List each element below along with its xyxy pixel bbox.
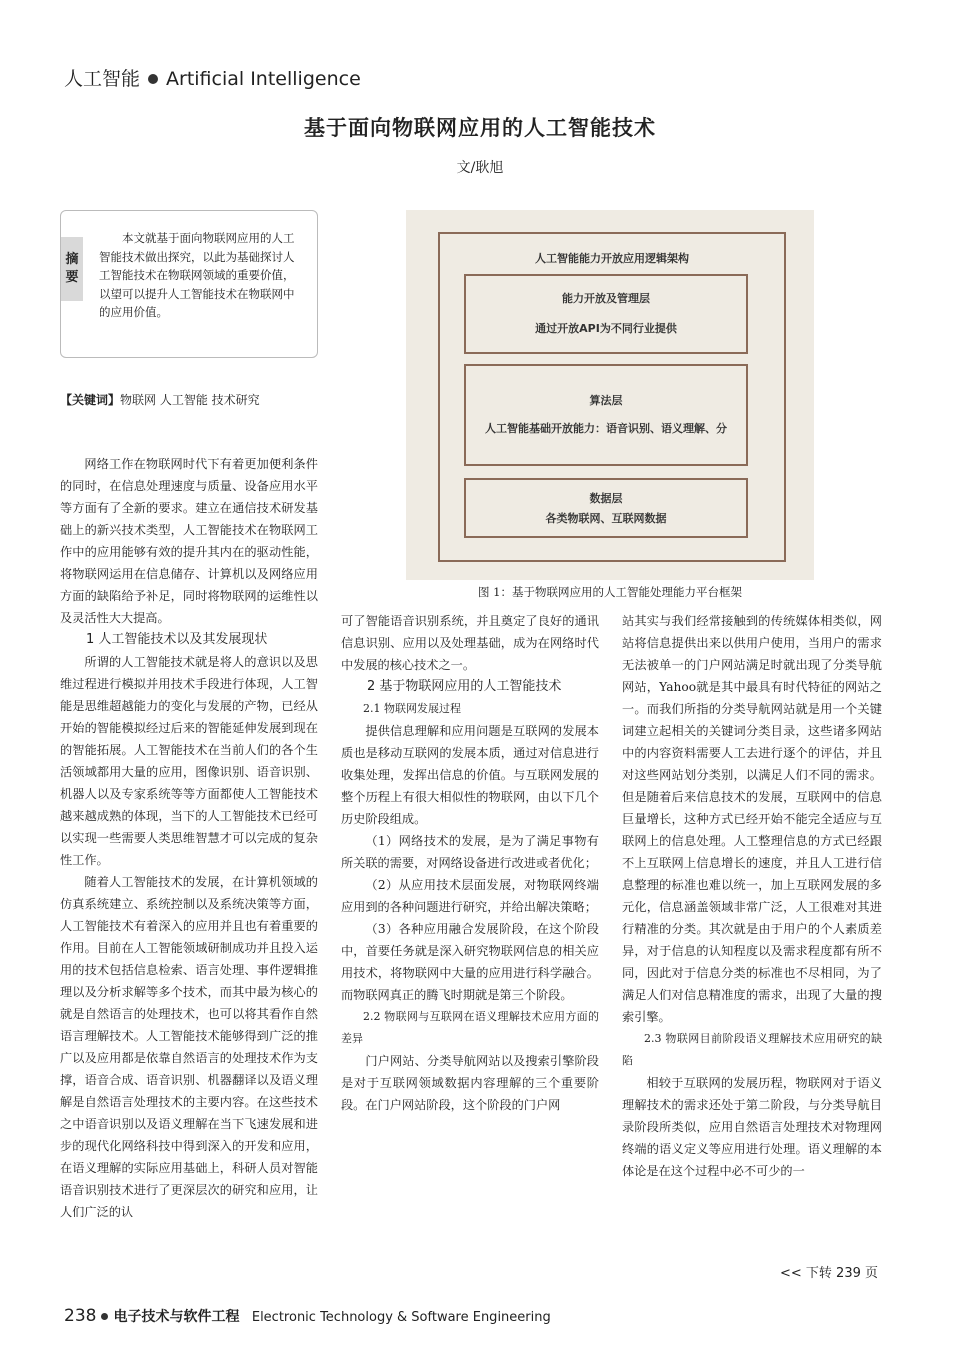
paragraph-2-continued: 可了智能语音识别系统，并且奠定了良好的通讯信息识别、应用以及处理基础，成为在网络时代中发展的核心技术之一。 — [341, 614, 599, 672]
abstract-tab — [61, 237, 83, 301]
layer-data-title: 数据层 — [589, 492, 623, 505]
paragraph-8: 相较于互联网的发展历程，物联网对于语义理解技术的需求还处于第二阶段，与分类导航目录阶段所类似，应用自然语言处理技术对物理网终端的语义定义等应用进行处理。语义理解的本体论是在这个过程中必不可少的一 — [622, 1076, 882, 1178]
paragraph-5: （2）从应用技术层面发展，对物联网终端应用到的各种问题进行研究，并给出解决策略； — [341, 878, 599, 914]
column-1 — [60, 453, 318, 1223]
layer-capability-title: 能力开放及管理层 — [562, 292, 650, 305]
abstract-box — [60, 210, 318, 358]
heading-section-1: 1 人工智能技术以及其发展现状 — [86, 632, 268, 647]
paragraph-7: 门户网站、分类导航网站以及搜索引擎阶段是对于互联网领域数据内容理解的三个重要阶段。在门户网站阶段，这个阶段的门户网 — [341, 1054, 599, 1112]
layer-data — [464, 478, 748, 538]
article-author: 文/耿旭 — [456, 160, 504, 176]
article-title: 基于面向物联网应用的人工智能技术 — [304, 116, 656, 140]
paragraph-4: （1）网络技术的发展，是为了满足事物有所关联的需要，对网络设备进行改进或者优化； — [341, 834, 599, 870]
abstract-text: 本文就基于面向物联网应用的人工智能技术做出探究，以此为基础探讨人工智能技术在物联网领域的重要价值，以望可以提升人工智能技术在物联网中的应用价值。 — [99, 231, 295, 320]
bullet-dot-icon — [148, 74, 158, 84]
paragraph-3: 提供信息理解和应用问题是互联网的发展本质也是移动互联网的发展本质，通过对信息进行收集处理，发挥出信息的价值。与互联网发展的整个历程上有很大相似性的物联网，由以下几个历史阶段组成。 — [341, 724, 599, 826]
layer-algorithm-desc: 人工智能基础开放能力：语音识别、语义理解、分 — [485, 422, 727, 435]
section-name-en: Artificial Intelligence — [166, 68, 361, 90]
figure-caption: 图 1：基于物联网应用的人工智能处理能力平台框架 — [478, 585, 742, 599]
journal-name-en: Electronic Technology & Software Engineering — [251, 1310, 551, 1325]
paragraph-7-continued: 站其实与我们经常接触到的传统媒体相类似，网站将信息提供出来以供用户使用，当用户的需求无法被单一的门户网站满足时就出现了分类导航网站，Yahoo就是其中最具有时代特征的网站之一。而我们所指的分类导航网站就是用一个关键词建立起相关的关键词分类目录，这些诸多网站中的内容资料需要人工去进行逐个的评估，并且对这些网站划分类别，以满足人们不同的需求。但是随着后来信息技术的发展，互联网中的信息巨量增长，这种方式已经开始不能完全适应与互联网上的信息处理。人工整理信息的方式已经跟不上互联网上信息增长的速度，并且人工进行信息整理的标准也难以统一，加上互联网发展的多元化，信息涵盖领域非常广泛，人工很难对其进行精准的分类。其次就是由于用户的个人素质差异，对于信息的认知程度以及需求程度都有所不同，因此对于信息分类的标准也不尽相同，为了满足人们对信息精准度的需求，出现了大量的搜索引擎。 — [622, 614, 882, 1024]
continued-on-note: << 下转 239 页 — [780, 1266, 878, 1281]
heading-section-2-3: 2.3 物联网目前阶段语义理解技术应用研究的缺陷 — [622, 1032, 882, 1067]
layer-capability-desc: 通过开放API为不同行业提供 — [535, 322, 677, 335]
keywords-text: 物联网 人工智能 技术研究 — [120, 393, 260, 407]
layer-capability — [464, 274, 748, 354]
figure-1 — [406, 210, 814, 580]
journal-name-cn: 电子技术与软件工程 — [113, 1309, 240, 1325]
layer-algorithm — [464, 364, 748, 466]
paragraph-intro: 网络工作在物联网时代下有着更加便利条件的同时，在信息处理速度与质量、设备应用水平等方面有了全新的要求。建立在通信技术研发基础上的新兴技术类型，人工智能技术在物联网工作中的应用能够有效的提升其内在的驱动性能，将物联网运用在信息储存、计算机以及网络应用方面的缺陷给予补足，同时将物联网的运维性以及灵活性大大提高。 — [60, 457, 318, 625]
heading-section-2-1: 2.1 物联网发展过程 — [363, 702, 461, 715]
section-name-cn: 人工智能 — [64, 68, 141, 90]
column-2 — [341, 610, 599, 1116]
page-footer — [64, 1306, 551, 1326]
footer-dot-icon — [101, 1313, 108, 1320]
abstract-tab-char-1: 摘 — [65, 252, 79, 267]
paragraph-2: 随着人工智能技术的发展，在计算机领域的仿真系统建立、系统控制以及系统决策等方面，人工智能技术有着深入的应用并且也有着重要的作用。目前在人工智能领域研制成功并且投入运用的技术包括信息检索、语言处理、事件逻辑推理以及分析求解等多个技术，而其中最为核心的就是自然语言的处理技术，也可以将其看作自然语言理解技术。人工智能技术能够得到广泛的推广以及应用都是依靠自然语言的处理技术作为支撑，语音合成、语音识别、机器翻译以及语义理解是自然语言处理技术的主要内容。在这些技术之中语音识别以及语义理解在当下飞速发展和进步的现代化网络科技中得到深入的开发和应用，在语义理解的实际应用基础上，科研人员对智能语音识别技术进行了更深层次的研究和应用，让人们广泛的认 — [60, 875, 318, 1219]
architecture-diagram — [438, 232, 786, 562]
heading-section-2: 2 基于物联网应用的人工智能技术 — [367, 679, 562, 694]
page-number: 238 — [64, 1306, 97, 1326]
layer-algorithm-title: 算法层 — [589, 394, 623, 407]
paragraph-6: （3）各种应用融合发展阶段，在这个阶段中，首要任务就是深入研究物联网信息的相关应用技术，将物联网中大量的应用进行科学融合。而物联网真正的腾飞时期就是第三个阶段。 — [341, 922, 599, 1002]
paragraph-1: 所谓的人工智能技术就是将人的意识以及思维过程进行模拟并用技术手段进行体现，人工智能是思维超越能力的变化与发展的产物，已经从开始的智能模拟经过后来的智能延伸发展到现在的智能拓展。人工智能技术在当前人们的各个生活领域都用大量的应用，图像识别、语音识别、机器人以及专家系统等等方面都使人工智能技术越来越成熟的体现，当下的人工智能技术已经可以实现一些需要人类思维智慧才可以完成的复杂性工作。 — [60, 655, 318, 867]
column-3 — [622, 610, 882, 1182]
diagram-header: 人工智能能力开放应用逻辑架构 — [535, 252, 689, 265]
keywords-label: 【关键词】 — [60, 393, 121, 407]
heading-section-2-2: 2.2 物联网与互联网在语义理解技术应用方面的差异 — [341, 1010, 599, 1045]
abstract-tab-char-2: 要 — [65, 270, 79, 285]
layer-data-desc: 各类物联网、互联网数据 — [545, 512, 667, 525]
section-header — [64, 64, 361, 91]
keywords — [60, 391, 330, 408]
